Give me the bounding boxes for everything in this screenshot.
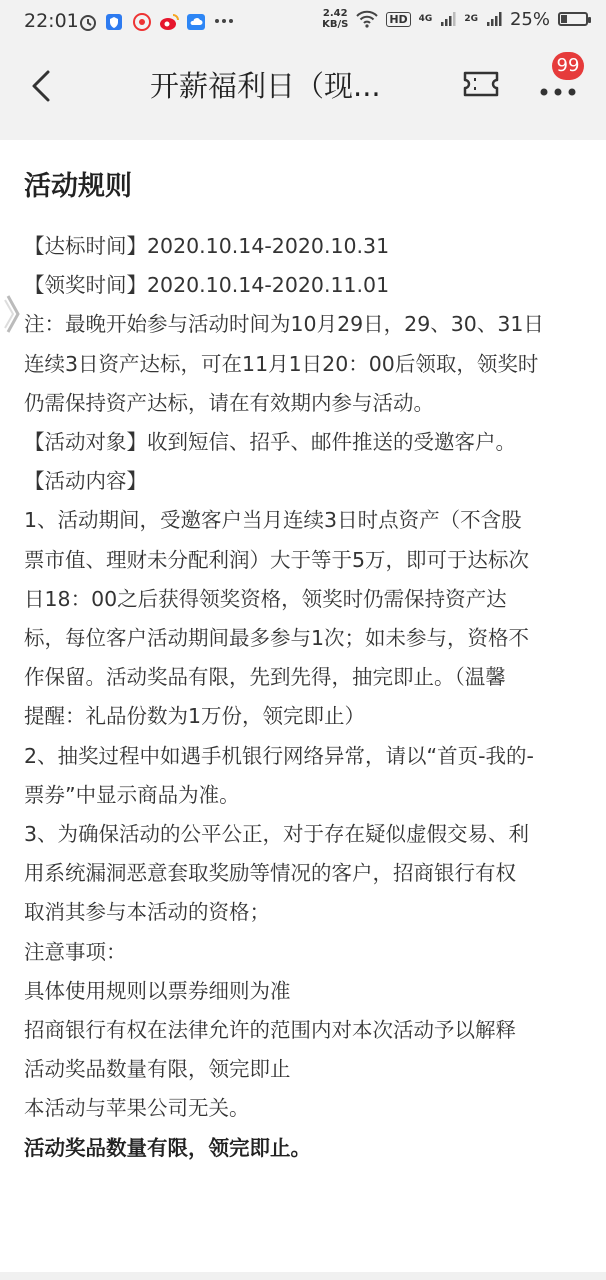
net-4g-label: 4G bbox=[418, 14, 433, 24]
more-notifications-icon bbox=[214, 18, 234, 24]
rule-line: 票市值、理财未分配利润）大于等于5万，即可于达标次 bbox=[24, 547, 530, 572]
rule-line: 活动奖品数量有限，领完即止 bbox=[24, 1057, 291, 1082]
nav-bar bbox=[0, 44, 606, 140]
status-time: 22:01 bbox=[24, 10, 79, 32]
rule-line: 本活动与苹果公司无关。 bbox=[24, 1096, 250, 1121]
back-arrow-icon[interactable] bbox=[22, 66, 62, 106]
hd-badge: HD bbox=[386, 12, 410, 27]
rule-line: 【活动内容】 bbox=[24, 469, 147, 494]
alarm-icon bbox=[78, 12, 98, 32]
rules-heading: 活动规则 bbox=[24, 171, 132, 202]
rule-line: 具体使用规则以票券细则为准 bbox=[24, 978, 291, 1003]
rules-content bbox=[0, 140, 606, 1280]
notification-badge: 99 bbox=[552, 52, 584, 80]
target-app-icon bbox=[132, 12, 152, 32]
page-title: 开薪福利日（现... bbox=[150, 69, 381, 103]
rule-line: 用系统漏洞恶意套取奖励等情况的客户，招商银行有权 bbox=[24, 861, 516, 886]
battery-fill bbox=[561, 15, 567, 23]
rule-line: 连续3日资产达标，可在11月1日20：00后领取，领奖时 bbox=[24, 351, 539, 376]
rule-line: 2、抽奖过程中如遇手机银行网络异常，请以“首页-我的- bbox=[24, 743, 534, 768]
signal-4g-icon bbox=[440, 11, 456, 27]
rule-line: 3、为确保活动的公平公正，对于存在疑似虚假交易、利 bbox=[24, 822, 530, 846]
rule-line: 日18：00之后获得领奖资格，领奖时仍需保持资产达 bbox=[24, 586, 507, 611]
wifi-icon bbox=[356, 10, 378, 28]
speed-unit: KB/S bbox=[322, 19, 349, 30]
rule-line: 仍需保持资产达标，请在有效期内参与活动。 bbox=[24, 390, 434, 415]
rule-line: 标，每位客户活动期间最多参与1次；如未参与，资格不 bbox=[24, 626, 530, 650]
net-2g-label: 2G bbox=[464, 14, 478, 24]
speed-value: 2.42 bbox=[322, 8, 348, 19]
rule-line: 注：最晚开始参与活动时间为10月29日，29、30、31日 bbox=[24, 312, 544, 337]
rule-line: 【活动对象】收到短信、招乎、邮件推送的受邀客户。 bbox=[24, 430, 516, 454]
rule-line: 票券”中显示商品为准。 bbox=[24, 782, 240, 807]
rule-line: 提醒：礼品份数为1万份，领完即止） bbox=[24, 704, 366, 729]
shield-app-icon bbox=[104, 12, 124, 32]
network-speed bbox=[322, 8, 348, 30]
battery-percent: 25% bbox=[509, 8, 550, 30]
rules-final-note: 活动奖品数量有限，领完即止。 bbox=[24, 1135, 311, 1160]
ticket-icon[interactable] bbox=[462, 70, 500, 98]
status-bar bbox=[0, 0, 606, 44]
weibo-icon bbox=[158, 12, 180, 32]
cloud-app-icon bbox=[186, 12, 206, 32]
rule-line: 注意事项： bbox=[24, 939, 127, 964]
signal-2g-icon bbox=[486, 11, 502, 27]
rule-line: 取消其参与本活动的资格； bbox=[24, 900, 270, 925]
battery-icon bbox=[558, 12, 588, 26]
status-right bbox=[322, 8, 588, 30]
rule-line: 1、活动期间，受邀客户当月连续3日时点资产（不含股 bbox=[24, 508, 522, 533]
rule-line: 作保留。活动奖品有限，先到先得，抽完即止。（温馨 bbox=[24, 665, 506, 690]
rule-line: 【领奖时间】2020.10.14-2020.11.01 bbox=[24, 273, 390, 298]
bottom-strip bbox=[0, 1272, 606, 1280]
rule-line: 【达标时间】2020.10.14-2020.10.31 bbox=[24, 234, 390, 258]
side-chevron-icon[interactable] bbox=[4, 292, 22, 336]
rule-line: 招商银行有权在法律允许的范围内对本次活动予以解释 bbox=[24, 1018, 516, 1042]
